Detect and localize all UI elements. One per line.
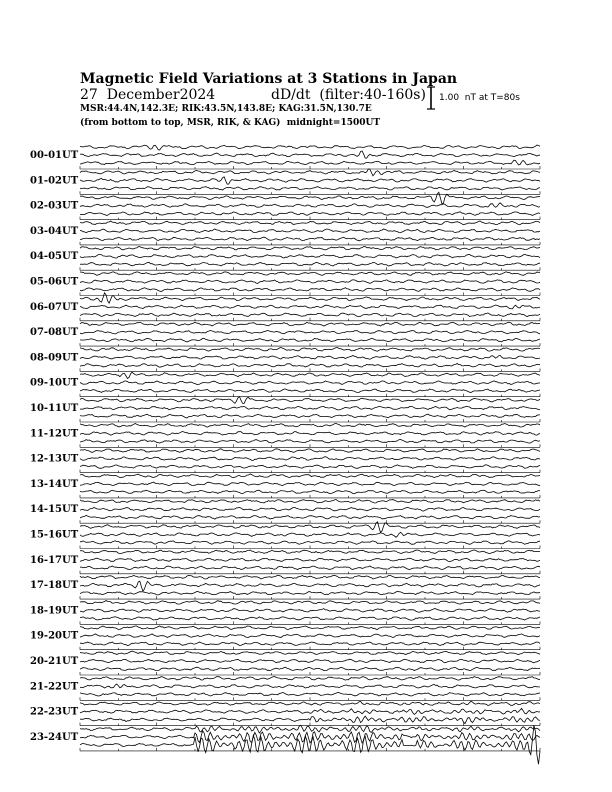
hour-row	[30, 247, 540, 271]
row-label: 03-04UT	[30, 225, 79, 237]
hour-row	[30, 701, 540, 725]
trace-kag	[80, 550, 540, 554]
trace-rik	[80, 507, 540, 511]
trace-rik	[80, 151, 540, 158]
trace-rik	[80, 659, 540, 663]
hour-row	[30, 322, 540, 346]
trace-kag	[80, 626, 540, 630]
hour-row	[30, 575, 540, 599]
trace-msr	[80, 490, 540, 494]
row-label: 09-10UT	[30, 377, 79, 389]
row-label: 12-13UT	[30, 453, 79, 465]
trace-msr	[80, 160, 540, 165]
trace-msr	[80, 262, 540, 266]
trace-msr	[80, 313, 540, 317]
trace-kag	[80, 651, 540, 655]
row-label: 18-19UT	[30, 605, 79, 617]
station-coordinates: MSR:44.4N,142.3E; RIK:43.5N,143.8E; KAG:31.5N,130.7E	[80, 104, 372, 114]
trace-kag	[80, 601, 540, 605]
trace-msr	[80, 288, 540, 292]
hour-row	[30, 192, 540, 219]
trace-rik	[80, 381, 540, 385]
trace-kag	[80, 169, 540, 176]
trace-msr	[80, 642, 540, 646]
row-label: 07-08UT	[30, 327, 79, 339]
hour-row	[30, 522, 540, 549]
trace-msr	[80, 364, 540, 368]
hour-rows	[30, 145, 540, 764]
trace-msr	[80, 465, 540, 469]
trace-rik	[80, 609, 540, 613]
trace-rik	[80, 330, 540, 334]
hour-row	[30, 626, 540, 650]
trace-msr	[80, 566, 540, 570]
trace-kag	[80, 247, 540, 250]
trace-kag	[80, 725, 540, 733]
row-label: 02-03UT	[30, 200, 79, 212]
trace-msr	[80, 389, 540, 393]
trace-kag	[80, 221, 540, 225]
chart-date: 27 December2024	[80, 87, 216, 103]
trace-rik	[80, 203, 540, 208]
hour-row	[30, 348, 540, 372]
trace-kag	[80, 575, 540, 579]
row-label: 15-16UT	[30, 529, 79, 541]
trace-rik	[80, 634, 540, 638]
trace-rik	[80, 708, 540, 714]
hour-row	[30, 372, 540, 397]
trace-kag	[80, 474, 540, 478]
trace-rik	[80, 684, 540, 688]
trace-msr	[80, 187, 540, 190]
trace-rik	[80, 581, 540, 591]
row-label: 22-23UT	[30, 706, 79, 718]
hour-row	[30, 474, 540, 498]
hour-row	[30, 145, 540, 169]
hour-row	[30, 221, 540, 245]
trace-rik	[80, 355, 540, 359]
hour-row	[30, 651, 540, 675]
row-label: 04-05UT	[30, 251, 79, 263]
trace-rik	[80, 406, 540, 410]
trace-rik	[80, 254, 540, 258]
hour-row	[30, 601, 540, 625]
row-label: 08-09UT	[30, 352, 79, 364]
row-label: 13-14UT	[30, 478, 79, 490]
trace-kag	[80, 348, 540, 352]
trace-kag	[80, 322, 540, 326]
trace-msr	[80, 725, 540, 764]
row-label: 05-06UT	[30, 276, 79, 288]
trace-kag	[80, 372, 540, 378]
trace-kag	[80, 449, 540, 453]
trace-rik	[80, 432, 540, 436]
hour-row	[30, 550, 540, 574]
trace-kag	[80, 397, 540, 404]
trace-msr	[80, 338, 540, 342]
trace-kag	[80, 701, 540, 705]
trace-rik	[80, 305, 540, 309]
row-label: 20-21UT	[30, 656, 79, 667]
hour-row	[30, 397, 540, 423]
scale-bar-label: 1.00 nT at T=80s	[439, 93, 520, 103]
hour-row	[30, 272, 540, 296]
trace-kag	[80, 677, 540, 681]
trace-rik	[80, 457, 540, 461]
row-label: 14-15UT	[30, 504, 79, 516]
trace-kag	[80, 500, 540, 504]
trace-msr	[80, 515, 540, 519]
trace-msr	[80, 414, 540, 418]
trace-rik	[80, 177, 540, 184]
trace-rik	[80, 280, 540, 284]
trace-msr	[80, 716, 540, 723]
row-label: 19-20UT	[30, 630, 79, 642]
row-label: 11-12UT	[30, 428, 79, 440]
row-label: 21-22UT	[30, 681, 79, 693]
trace-msr	[80, 541, 540, 545]
trace-msr	[80, 237, 540, 241]
trace-msr	[80, 439, 540, 443]
hour-row	[30, 293, 540, 321]
row-label: 06-07UT	[30, 301, 79, 313]
hour-row	[30, 725, 540, 764]
trace-rik	[80, 532, 540, 537]
hour-row	[30, 169, 540, 194]
trace-kag	[80, 145, 540, 150]
trace-rik	[80, 229, 540, 233]
hour-row	[30, 500, 540, 524]
chart-title: Magnetic Field Variations at 3 Stations in Japan	[80, 71, 458, 87]
trace-msr	[80, 693, 540, 697]
trace-msr	[80, 617, 540, 620]
trace-kag	[80, 424, 540, 428]
chart-quantity: dD/dt (filter:40-160s)	[271, 87, 426, 103]
row-label: 16-17UT	[30, 554, 79, 566]
hour-row	[30, 449, 540, 473]
station-order-note: (from bottom to top, MSR, RIK, & KAG) midnight=1500UT	[80, 118, 381, 128]
trace-msr	[80, 591, 540, 595]
trace-msr	[80, 212, 540, 216]
row-label: 17-18UT	[30, 580, 79, 592]
trace-rik	[80, 731, 540, 743]
trace-kag	[80, 272, 540, 276]
row-label: 10-11UT	[30, 403, 79, 414]
hour-row	[30, 424, 540, 448]
trace-rik	[80, 482, 540, 486]
row-label: 00-01UT	[30, 150, 79, 161]
trace-msr	[80, 667, 540, 671]
trace-rik	[80, 558, 540, 562]
row-label: 23-24UT	[30, 731, 79, 743]
row-label: 01-02UT	[30, 175, 79, 187]
hour-row	[30, 677, 540, 701]
